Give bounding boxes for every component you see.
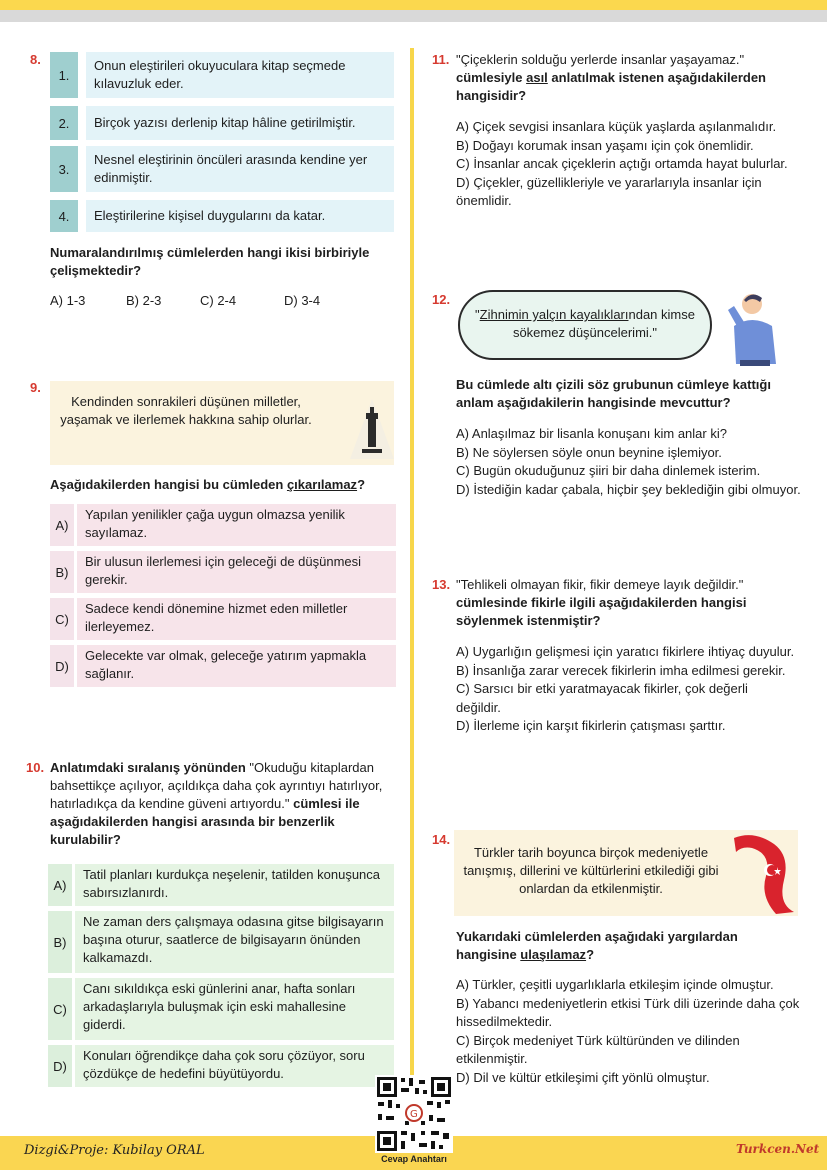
q13-question: "Tehlikeli olmayan fikir, fikir demeye layık değildir." cümlesinde fikirle ilgili aşağıdakilerden hangisi söylenmek istenmiştir? [456, 577, 747, 628]
q14-option-b[interactable]: B) Yabancı medeniyetlerin etkisi Türk dili üzerinde daha çok hissedilmektedir. [456, 995, 800, 1029]
q8-statement-4: 4. Eleştirilerine kişisel duygularını da katar. [50, 200, 394, 232]
q10-option-b[interactable]: B) Ne zaman ders çalışmaya odasına gitse bilgisayarın başına oturur, saatlerce de bilgisayarın önünden kalkamazdı. [48, 911, 394, 973]
q13-option-c[interactable]: C) Sarsıcı bir etki yaratmayacak fikirler, çok değerli değildir. [456, 681, 748, 715]
q12-option-d[interactable]: D) İstediğin kadar çabala, hiçbir şey beklediğin gibi olmuyor. [456, 481, 801, 497]
q10-question: Anlatımdaki sıralanış yönünden "Okuduğu kitaplardan bahsettikçe açılıyor, açıldıkça daha çok ayrıntıyı hatırlıyor, hatırladıkça da kendine güveni artıyordu." cümlesi ile aşağıdakilerden hangisi arasında bir benzerlik kurulabilir? [50, 760, 383, 847]
q14-option-d[interactable]: D) Dil ve kültür etkileşimi çift yönlü olmuştur. [456, 1069, 710, 1085]
svg-text:G: G [410, 1109, 418, 1120]
q14-passage-box [454, 830, 798, 916]
column-divider [410, 48, 414, 1120]
q9-option-b[interactable]: B) Bir ulusun ilerlemesi için geleceği de düşünmesi gerekir. [50, 551, 396, 593]
q8-options [50, 292, 400, 310]
q8-option-d[interactable]: D) 3-4 [284, 293, 321, 308]
q10-option-c[interactable]: C) Canı sıkıldıkça eski günlerini anar, hafta sonları arkadaşlarıyla buluşmak için eski mahallesine giderdi. [48, 978, 394, 1040]
q12-question: Bu cümlede altı çizili söz grubunun cümleye kattığı anlam aşağıdakilerin hangisinde mevcuttur? [456, 377, 771, 410]
q14-number: 14. [432, 832, 451, 847]
q14-question: Yukarıdaki cümlelerden aşağıdaki yargılardan hangisine ulaşılamaz? [456, 929, 738, 962]
q14-option-a[interactable]: A) Türkler, çeşitli uygarlıklarla etkileşim içinde olmuştur. [456, 977, 774, 992]
q11-option-a[interactable]: A) Çiçek sevgisi insanlara küçük yaşlarda aşılanmalıdır. [456, 119, 777, 134]
footer-brand[interactable]: Turkcen.Net [736, 1142, 820, 1156]
q12-option-c[interactable]: C) Bugün okuduğunuz şiiri bir daha dinlemek isterim. [456, 463, 761, 478]
turkish-flag-icon [724, 830, 798, 916]
q13-option-a[interactable]: A) Uygarlığın gelişmesi için yaratıcı fikirlere ihtiyaç duyulur. [456, 644, 795, 659]
q9-option-c[interactable]: C) Sadece kendi dönemine hizmet eden milletler ilerleyemez. [50, 598, 396, 640]
q10-number: 10. [26, 760, 45, 775]
q9-option-a[interactable]: A) Yapılan yenilikler çağa uygun olmazsa yenilik sayılamaz. [50, 504, 396, 546]
q11-question: "Çiçeklerin solduğu yerlerde insanlar yaşayamaz." cümlesiyle asıl anlatılmak istenen aşağıdakilerden hangisidir? [456, 52, 766, 103]
q8-statement-2: 2. Birçok yazısı derlenip kitap hâline getirilmiştir. [50, 106, 394, 140]
q10-option-a[interactable]: A) Tatil planları kurdukça neşelenir, tatilden konuşunca sabırsızlanırdı. [48, 864, 394, 906]
q13-option-d[interactable]: D) İlerleme için karşıt fikirlerin çatışması şarttır. [456, 718, 726, 733]
q8-question: Numaralandırılmış cümlelerden hangi ikisi birbiriyle çelişmektedir? [50, 245, 370, 278]
thinking-person-icon [720, 290, 792, 366]
q13-number: 13. [432, 577, 451, 592]
q14-option-c[interactable]: C) Birçok medeniyet Türk kültüründen ve dilinden etkilenmiştir. [456, 1032, 740, 1066]
q8-option-b[interactable]: B) 2-3 [126, 293, 162, 308]
top-bar-yellow [0, 0, 827, 10]
q11-option-c[interactable]: C) İnsanlar ancak çiçeklerin açtığı ortamda hayat bulurlar. [456, 156, 788, 171]
q12-speech-bubble [458, 290, 712, 360]
q12-options [456, 425, 802, 499]
q13-option-b[interactable]: B) İnsanlığa zarar verecek fikirlerin imha edilmesi gerekir. [456, 662, 786, 678]
q14-passage: Türkler tarih boyunca birçok medeniyetle tanışmış, dillerini ve kültürlerini etkilediği gibi onlardan da etkilenmiştir. [463, 845, 719, 896]
q12-number: 12. [432, 292, 451, 307]
q11-number: 11. [432, 52, 450, 67]
q8-option-c[interactable]: C) 2-4 [200, 293, 237, 308]
q11-options [456, 118, 802, 211]
top-bar-gray [0, 10, 827, 22]
q8-option-a[interactable]: A) 1-3 [50, 293, 86, 308]
qr-caption: Cevap Anahtarı [381, 1154, 447, 1164]
q12-bubble-text: "Zihnimin yalçın kayalıklarından kimse sökemez düşüncelerimi." [475, 307, 695, 340]
q9-option-d[interactable]: D) Gelecekte var olmak, geleceğe yatırım yapmakla sağlanır. [50, 645, 396, 687]
q8-statement-1: 1. Onun eleştirileri okuyuculara kitap seçmede kılavuzluk eder. [50, 52, 394, 98]
q9-number: 9. [30, 380, 41, 395]
qr-code-icon[interactable] [375, 1075, 453, 1153]
q12-option-b[interactable]: B) Ne söylersen söyle onun beynine işlemiyor. [456, 444, 722, 460]
footer-credit: Dizgi&Proje: Kubilay ORAL [24, 1143, 205, 1158]
q9-passage-box [50, 381, 394, 465]
lighthouse-icon [350, 393, 394, 465]
q8-statement-3: 3. Nesnel eleştirinin öncüleri arasında kendine yer edinmiştir. [50, 146, 394, 192]
q11-option-d[interactable]: D) Çiçekler, güzellikleriyle ve yararlarıyla insanlar için önemlidir. [456, 174, 762, 208]
q10-option-d[interactable]: D) Konuları öğrendikçe daha çok soru çözüyor, soru çözdükçe de hedefini büyütüyordu. [48, 1045, 394, 1087]
q13-options [456, 643, 796, 736]
q11-option-b[interactable]: B) Doğayı korumak insan yaşamı için çok önemlidir. [456, 137, 754, 153]
q9-passage: Kendinden sonrakileri düşünen milletler, yaşamak ve ilerlemek hakkına sahip olurlar. [60, 394, 312, 427]
q14-options [456, 976, 802, 1087]
q12-option-a[interactable]: A) Anlaşılmaz bir lisanla konuşanı kim anlar ki? [456, 426, 727, 441]
q8-number: 8. [30, 52, 41, 67]
q9-question: Aşağıdakilerden hangisi bu cümleden çıkarılamaz? [50, 477, 366, 492]
